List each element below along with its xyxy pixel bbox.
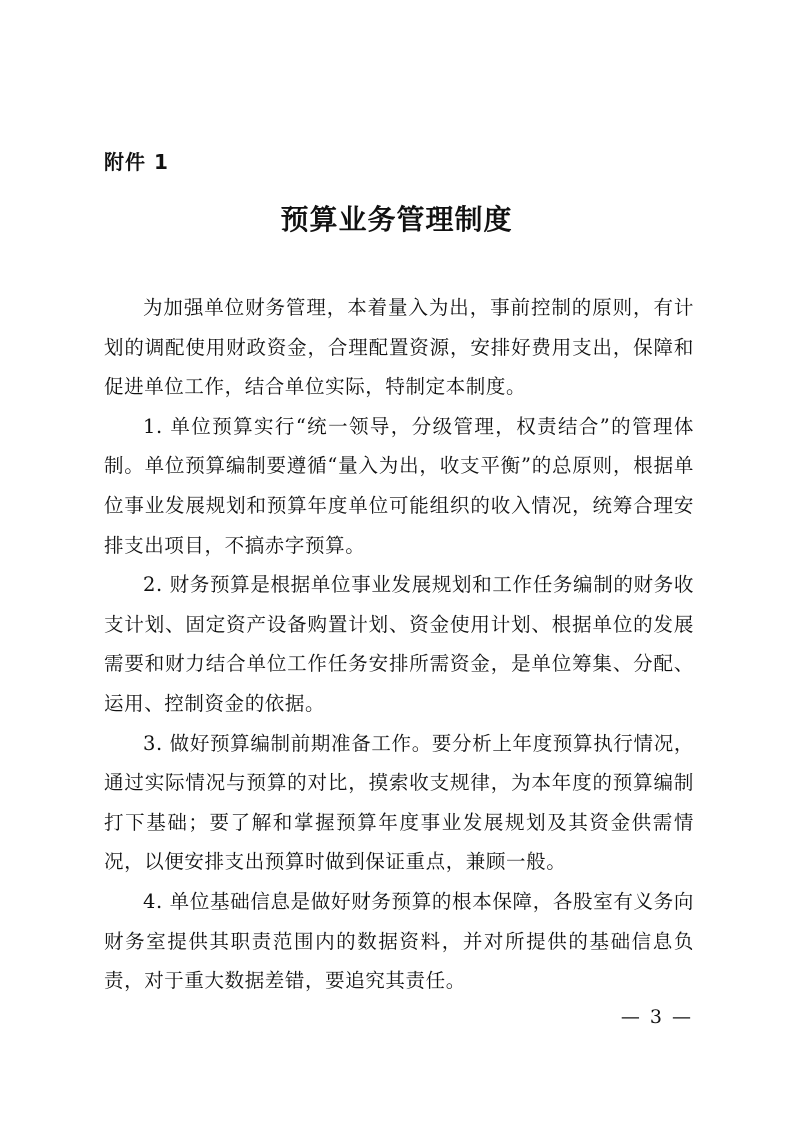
- attachment-label: 附件 1: [104, 150, 169, 174]
- paragraph-4: 4. 单位基础信息是做好财务预算的根本保障，各股室有义务向财务室提供其职责范围内的数据资料，并对所提供的基础信息负责，对于重大数据差错，要追究其责任。: [104, 889, 694, 993]
- paragraph-3: 3. 做好预算编制前期准备工作。要分析上年度预算执行情况，通过实际情况与预算的对比，摸索收支规律，为本年度的预算编制打下基础；要了解和掌握预算年度事业发展规划及其资金供需情况，以便安排支出预算时做到保证重点，兼顾一般。: [104, 731, 694, 874]
- page-number: — 3 —: [620, 1006, 693, 1028]
- paragraph-2: 2. 财务预算是根据单位事业发展规划和工作任务编制的财务收支计划、固定资产设备购置计划、资金使用计划、根据单位的发展需要和财力结合单位工作任务安排所需资金，是单位筹集、分配、运用、控制资金的依据。: [104, 573, 694, 715]
- document-title: 预算业务管理制度: [280, 203, 513, 236]
- document-body: [104, 288, 694, 1001]
- paragraph-intro: 为加强单位财务管理，本着量入为出，事前控制的原则，有计划的调配使用财政资金，合理配置资源，安排好费用支出，保障和促进单位工作，结合单位实际，特制定本制度。: [104, 296, 694, 399]
- paragraph-1: 1. 单位预算实行“统一领导，分级管理，权责结合”的管理体制。单位预算编制要遵循“量入为出，收支平衡”的总原则，根据单位事业发展规划和预算年度单位可能组织的收入情况，统筹合理安排支出项目，不搞赤字预算。: [104, 414, 694, 557]
